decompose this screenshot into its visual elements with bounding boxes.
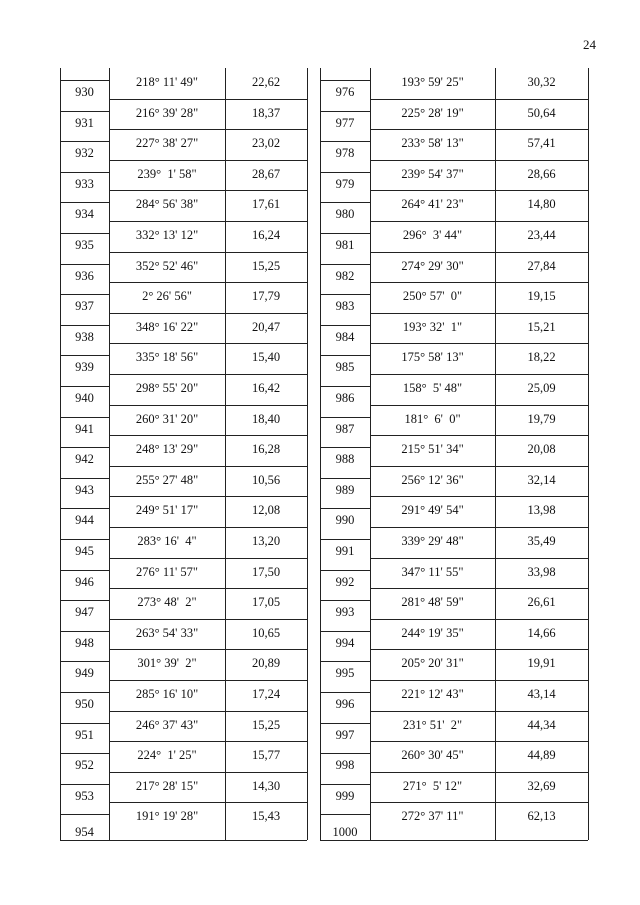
coordinates-table-left [60,68,307,841]
point-number: 994 [335,635,355,650]
point-row-divider [320,264,370,265]
value-row-divider [370,99,588,100]
point-row-divider [320,172,370,173]
distance-value: 15,25 [251,717,281,732]
point-row-divider [60,355,109,356]
distance-value: 50,64 [527,105,556,120]
point-number: 982 [335,268,355,283]
value-row-divider [109,374,307,375]
value-row-divider [370,588,588,589]
point-row-divider [320,202,370,203]
distance-value: 17,79 [251,289,281,304]
direction-angle: 255° 27' 48" [135,472,199,487]
direction-angle: 249° 51' 17" [135,503,199,518]
point-row-divider [60,753,109,754]
point-number: 938 [75,329,94,344]
value-row-divider [109,435,307,436]
point-number: 987 [335,421,355,436]
direction-angle: 175° 58' 13" [401,350,464,365]
value-row-divider [370,680,588,681]
direction-angle: 264° 41' 23" [401,197,464,212]
point-row-divider [320,723,370,724]
value-row-divider [370,313,588,314]
value-row-divider [370,343,588,344]
point-number: 988 [335,452,355,467]
direction-angle: 215° 51' 34" [401,442,464,457]
value-row-divider [370,160,588,161]
point-row-divider [320,386,370,387]
direction-angle: 284° 56' 38" [135,197,199,212]
value-row-divider [370,619,588,620]
distance-value: 13,20 [251,534,281,548]
point-row-divider [320,784,370,785]
value-row-divider [109,160,307,161]
point-row-divider [60,723,109,724]
direction-angle: 273° 48' 2" [137,595,197,610]
value-row-divider [370,374,588,375]
distance-value: 15,40 [251,350,281,365]
direction-angle: 260° 30' 45" [401,748,464,763]
point-row-divider [320,570,370,571]
distance-value: 13,98 [527,503,556,518]
point-number: 944 [75,513,94,528]
point-row-divider [60,814,109,815]
distance-value: 17,61 [251,197,281,212]
direction-angle: 250° 57' 0" [402,289,463,304]
point-row-divider [60,631,109,632]
point-number: 930 [75,85,94,99]
point-row-divider [60,447,109,448]
point-row-divider [60,294,109,295]
point-number: 935 [75,238,94,252]
distance-value: 16,42 [251,381,281,395]
point-number: 942 [75,452,94,467]
point-row-divider [60,80,109,81]
value-row-divider [370,129,588,130]
point-row-divider [320,753,370,754]
value-row-divider [370,435,588,436]
point-number: 951 [75,727,94,742]
distance-value: 44,34 [527,717,556,732]
value-row-divider [370,649,588,650]
point-row-divider [60,202,109,203]
point-row-divider [60,539,109,540]
value-row-divider [370,496,588,497]
distance-value: 14,30 [251,778,281,793]
direction-angle: 272° 37' 11" [401,809,464,824]
direction-angle: 233° 58' 13" [401,136,464,151]
value-row-divider [370,527,588,528]
distance-value: 16,24 [251,228,281,242]
point-row-divider [60,478,109,479]
distance-value: 57,41 [527,136,556,151]
point-number: 948 [75,635,94,650]
value-row-divider [109,649,307,650]
distance-value: 15,25 [251,258,281,273]
point-row-divider [60,325,109,326]
value-row-divider [109,282,307,283]
value-row-divider [370,802,588,803]
value-row-divider [370,282,588,283]
point-number: 979 [335,176,355,191]
point-number: 978 [335,146,355,161]
distance-value: 19,79 [527,411,556,426]
distance-value: 27,84 [527,258,556,273]
direction-angle: 2° 26' 56" [142,289,192,304]
point-row-divider [60,386,109,387]
distance-value: 23,44 [527,228,556,242]
distance-value: 14,80 [527,197,556,212]
direction-angle: 339° 29' 48" [401,534,464,548]
point-number: 998 [335,758,355,773]
point-number: 976 [335,85,355,99]
point-number: 981 [335,238,355,252]
distance-value: 62,13 [527,809,556,824]
direction-angle: 218° 11' 49" [136,75,198,89]
value-row-divider [370,252,588,253]
point-number: 983 [335,299,355,314]
value-row-divider [370,405,588,406]
point-number: 933 [75,176,94,191]
value-row-divider [109,711,307,712]
distance-value: 28,66 [527,166,556,181]
point-row-divider [320,661,370,662]
point-row-divider [60,661,109,662]
value-row-divider [109,772,307,773]
value-row-divider [109,741,307,742]
point-row-divider [320,111,370,112]
distance-value: 28,67 [251,166,281,181]
point-row-divider [320,141,370,142]
point-number: 945 [75,544,94,558]
direction-angle: 221° 12' 43" [401,687,464,701]
point-number: 934 [75,207,94,222]
point-number: 954 [75,825,94,839]
distance-value: 20,08 [527,442,556,457]
point-number: 997 [335,727,355,742]
point-row-divider [60,233,109,234]
point-number: 996 [335,697,355,711]
direction-angle: 225° 28' 19" [401,105,464,120]
value-row-divider [109,588,307,589]
coordinates-table-right [320,68,588,841]
point-row-divider [320,417,370,418]
point-number: 993 [335,605,355,620]
direction-angle: 205° 20' 31" [401,656,464,671]
point-row-divider [320,692,370,693]
distance-value: 32,14 [527,472,556,487]
point-row-divider [320,80,370,81]
distance-value: 33,98 [527,564,556,579]
point-number: 931 [75,115,94,130]
distance-value: 15,21 [527,319,556,334]
distance-value: 32,69 [527,778,556,793]
point-row-divider [60,417,109,418]
direction-angle: 332° 13' 12" [135,228,199,242]
point-number: 989 [335,482,355,497]
point-row-divider [320,478,370,479]
point-number: 977 [335,115,355,130]
point-row-divider [320,508,370,509]
distance-value: 12,08 [251,503,281,518]
point-number: 946 [75,574,94,589]
point-number: 937 [75,299,94,314]
point-number: 947 [75,605,94,620]
point-row-divider [320,539,370,540]
point-number: 990 [335,513,355,528]
column-divider [307,68,308,840]
distance-value: 26,61 [527,595,556,610]
point-row-divider [320,325,370,326]
point-row-divider [60,600,109,601]
distance-value: 25,09 [527,381,556,395]
point-number: 992 [335,574,355,589]
point-row-divider [320,600,370,601]
point-number: 1000 [332,825,358,839]
direction-angle: 301° 39' 2" [137,656,197,671]
direction-angle: 216° 39' 28" [135,105,199,120]
value-row-divider [370,190,588,191]
direction-angle: 231° 51' 2" [402,717,463,732]
distance-value: 10,65 [251,625,281,640]
value-row-divider [109,802,307,803]
direction-angle: 271° 5' 12" [402,778,463,793]
direction-angle: 276° 11' 57" [136,564,198,579]
point-row-divider [320,814,370,815]
value-row-divider [109,343,307,344]
value-row-divider [109,527,307,528]
point-row-divider [60,784,109,785]
point-row-divider [60,570,109,571]
value-row-divider [370,221,588,222]
direction-angle: 158° 5' 48" [402,381,463,395]
direction-angle: 191° 19' 28" [135,809,199,824]
point-row-divider [60,111,109,112]
value-row-divider [370,772,588,773]
direction-angle: 348° 16' 22" [135,319,199,334]
direction-angle: 298° 55' 20" [135,381,199,395]
value-row-divider [109,99,307,100]
value-row-divider [109,129,307,130]
value-row-divider [370,711,588,712]
direction-angle: 274° 29' 30" [401,258,464,273]
point-number: 953 [75,788,94,803]
distance-value: 19,91 [527,656,556,671]
point-row-divider [60,692,109,693]
direction-angle: 347° 11' 55" [401,564,464,579]
point-row-divider [320,631,370,632]
direction-angle: 193° 32' 1" [402,319,463,334]
distance-value: 18,37 [251,105,281,120]
point-number: 985 [335,360,355,375]
point-number: 932 [75,146,94,161]
value-row-divider [109,221,307,222]
direction-angle: 296° 3' 44" [402,228,463,242]
point-number: 980 [335,207,355,222]
point-row-divider [60,264,109,265]
value-row-divider [109,680,307,681]
point-number: 991 [335,544,355,558]
page-number: 24 [583,37,596,52]
distance-value: 17,50 [251,564,281,579]
value-row-divider [109,313,307,314]
point-row-divider [60,141,109,142]
direction-angle: 260° 31' 20" [135,411,199,426]
point-number: 936 [75,268,94,283]
point-number: 999 [335,788,355,803]
direction-angle: 193° 59' 25" [401,75,464,89]
point-number: 986 [335,391,355,405]
distance-value: 30,32 [527,75,556,89]
point-number: 943 [75,482,94,497]
distance-value: 43,14 [527,687,556,701]
point-row-divider [320,294,370,295]
point-row-divider [320,447,370,448]
point-row-divider [320,233,370,234]
distance-value: 44,89 [527,748,556,763]
direction-angle: 291° 49' 54" [401,503,464,518]
direction-angle: 248° 13' 29" [135,442,199,457]
value-row-divider [370,466,588,467]
direction-angle: 285° 16' 10" [135,687,199,701]
direction-angle: 239° 54' 37" [401,166,464,181]
distance-value: 20,89 [251,656,281,671]
distance-value: 14,66 [527,625,556,640]
distance-value: 22,62 [251,75,281,89]
value-row-divider [109,496,307,497]
distance-value: 15,43 [251,809,281,824]
distance-value: 19,15 [527,289,556,304]
direction-angle: 217° 28' 15" [135,778,199,793]
direction-angle: 246° 37' 43" [135,717,199,732]
direction-angle: 227° 38' 27" [135,136,199,151]
direction-angle: 239° 1' 58" [137,166,197,181]
distance-value: 16,28 [251,442,281,457]
column-divider [588,68,589,840]
value-row-divider [109,619,307,620]
distance-value: 15,77 [251,748,281,763]
distance-value: 18,22 [527,350,556,365]
direction-angle: 244° 19' 35" [401,625,464,640]
point-row-divider [60,508,109,509]
direction-angle: 263° 54' 33" [135,625,199,640]
value-row-divider [109,252,307,253]
value-row-divider [109,558,307,559]
distance-value: 35,49 [527,534,556,548]
point-number: 950 [75,697,94,711]
point-number: 940 [75,391,94,405]
value-row-divider [109,466,307,467]
direction-angle: 224° 1' 25" [137,748,197,763]
point-number: 939 [75,360,94,375]
direction-angle: 335° 18' 56" [135,350,199,365]
distance-value: 23,02 [251,136,281,151]
distance-value: 10,56 [251,472,281,487]
point-number: 995 [335,666,355,681]
point-number: 952 [75,758,94,773]
distance-value: 18,40 [251,411,281,426]
point-row-divider [60,172,109,173]
direction-angle: 281° 48' 59" [401,595,464,610]
distance-value: 17,24 [251,687,281,701]
direction-angle: 283° 16' 4" [137,534,197,548]
direction-angle: 352° 52' 46" [135,258,199,273]
distance-value: 20,47 [251,319,281,334]
direction-angle: 256° 12' 36" [401,472,464,487]
point-number: 949 [75,666,94,681]
value-row-divider [370,558,588,559]
direction-angle: 181° 6' 0" [404,411,461,426]
point-number: 941 [75,421,94,436]
value-row-divider [109,405,307,406]
point-number: 984 [335,329,355,344]
value-row-divider [370,741,588,742]
point-row-divider [320,355,370,356]
distance-value: 17,05 [251,595,281,610]
value-row-divider [109,190,307,191]
